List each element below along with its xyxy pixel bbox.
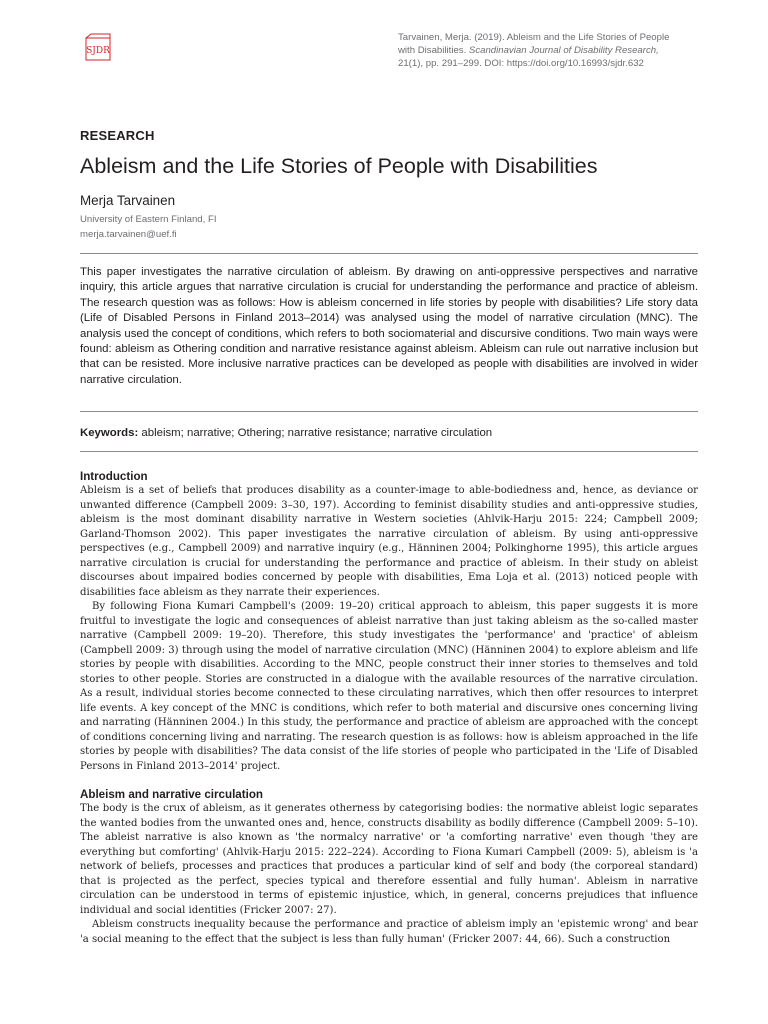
sjdr-logo <box>82 33 114 65</box>
heading-ableism-narrative-circulation: Ableism and narrative circulation <box>80 788 263 801</box>
paragraph-1: Ableism is a set of beliefs that produces disability as a counter-image to able-bodiedness and, hence, as deviance or unwanted difference (Campbell 2009: 3–30, 197). According to feminist disability studies and anti-oppressive studies, ableism is the most dominant disability narrative in Western societies (Ahlvik-Harju 2015: 224; Campbell 2009; Garland-Thomson 2002). This paper investigates the narrative circulation of ableism. By using anti-oppressive perspectives (e.g., Campbell 2009) and narrative inquiry (e.g., Hänninen 2004; Polkinghorne 1995), this article argues narrative circulation is crucial for understanding the performance and practice of ableism. In their study on ableist discourses about impaired bodies concerned by people with disabilities, Ema Loja et al. (2013) noticed people with disabilities face ableism as they narrate their experiences. <box>80 485 698 598</box>
logo-text: SJDR <box>86 46 110 56</box>
author-affiliation: University of Eastern Finland, FI <box>80 214 217 225</box>
rule-top <box>80 253 698 254</box>
rule-bottom <box>80 451 698 452</box>
citation-line-3: 21(1), pp. 291–299. DOI: https://doi.org/10.16993/sjdr.632 <box>398 58 644 70</box>
body-text <box>80 470 698 947</box>
keywords-label: Keywords: <box>80 427 139 439</box>
author-name: Merja Tarvainen <box>80 193 176 208</box>
keywords <box>80 425 698 441</box>
abstract: This paper investigates the narrative circulation of ableism. By drawing on anti-oppressive perspectives and narrative inquiry, this article argues that narrative circulation is crucial for understanding the performance and practice of ableism. The research question was as follows: How is ableism concerned in life stories by people with disabilities? Life story data (Life of Disabled Persons in Finland 2013–2014) was analysed using the model of narrative circulation (MNC). The analysis used the concept of conditions, which refers to both sociomaterial and discursive conditions. Two main ways were found: ableism as Othering condition and narrative resistance against ableism. Ableism can rule out narrative inclusion but that can be resisted. More inclusive narrative practices can be developed as people with disabilities are involved in wider narrative circulation. <box>80 266 698 386</box>
citation-line-2 <box>398 44 698 57</box>
heading-introduction: Introduction <box>80 470 148 483</box>
keywords-list: ableism; narrative; Othering; narrative resistance; narrative circulation <box>141 427 493 439</box>
rule-middle <box>80 411 698 412</box>
author-email[interactable]: merja.tarvainen@uef.fi <box>80 229 177 240</box>
citation-block <box>398 31 698 71</box>
citation-line-2a: with Disabilities. <box>398 45 467 57</box>
citation-line-1: Tarvainen, Merja. (2019). Ableism and the Life Stories of People <box>398 32 670 43</box>
paragraph-4: Ableism constructs inequality because the performance and practice of ableism imply an 'epistemic wrong' and bear 'a social meaning to the effect that the subject is less than fully human' (Fricker 2007: 44, 66). Such a construction <box>80 919 698 945</box>
paragraph-2: By following Fiona Kumari Campbell's (2009: 19–20) critical approach to ableism, this paper suggests it is more fruitful to investigate the logic and consequences of ableist narrative than just taking ableism as the so-called master narrative (Campbell 2009: 19–20). Therefore, this study investigates the 'performance' and 'practice' of ableism (Campbell 2009: 3) through using the model of narrative circulation (MNC) (Hänninen 2004) to explore ableism and life stories by people with disabilities. According to the MNC, people construct their inner stories to themselves and told stories to other people. Stories are constructed in a dialogue with the available resources of the narrative circulation. As a result, individual stories become connected to these circulating narratives, which then offer resources to interpret life events. A key concept of the MNC is conditions, which refer to both material and discursive ones concerning living and narrating (Hänninen 2004.) In this study, the performance and practice of ableism are approached with the concept of conditions concerning living and narrating. The research question is as follows: how is ableism approached in the life stories by people with disabilities? The data consist of the life stories of people who participated in the 'Life of Disabled Persons in Finland 2013–2014' project. <box>80 601 698 772</box>
article-title: Ableism and the Life Stories of People with Disabilities <box>80 154 598 178</box>
section-label: RESEARCH <box>80 128 155 143</box>
citation-journal: Scandinavian Journal of Disability Research, <box>468 45 659 57</box>
paragraph-3: The body is the crux of ableism, as it generates otherness by categorising bodies: the normative ableist logic separates the wanted bodies from the unwanted ones and, hence, constructs disability as bodily difference (Campbell 2009: 5–10). The ableist narrative is also known as 'the normalcy narrative' or 'a comforting narrative' even though 'they are everything but comforting' (Ahlvik-Harju 2015: 222–224). According to Fiona Kumari Campbell (2009: 5), ableism is 'a network of beliefs, processes and practices that produces a particular kind of self and body (the corporeal standard) that is projected as the perfect, species typical and therefore essential and fully human'. Ableism in narrative circulation can be understood in terms of epistemic injustice, which, in general, concerns prejudices that influence individual and social identities (Fricker 2007: 27). <box>80 803 698 916</box>
